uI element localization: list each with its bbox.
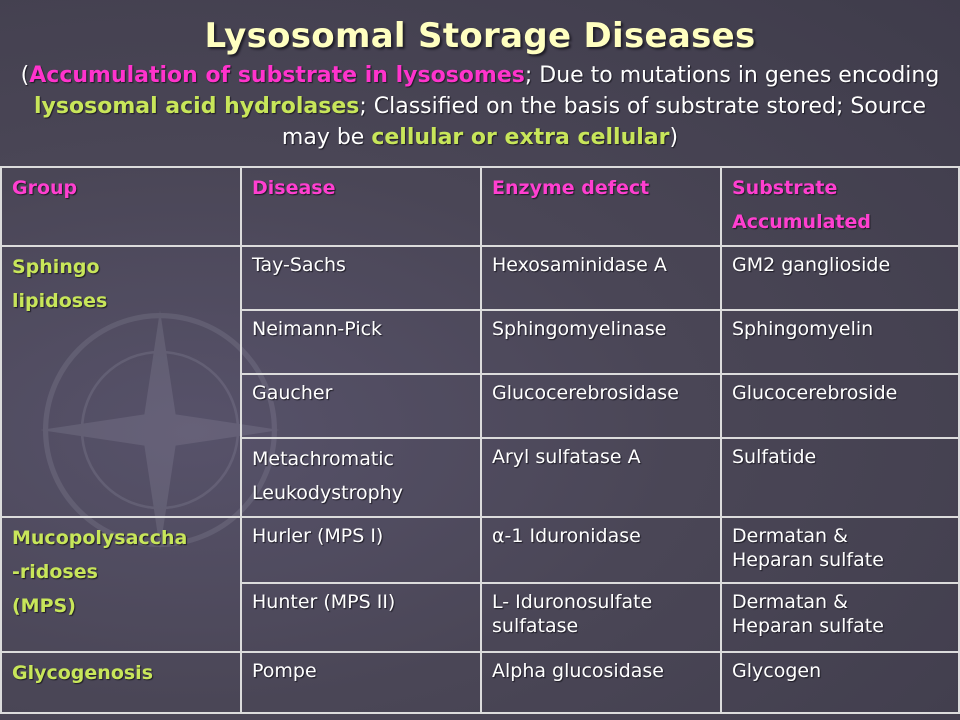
group-sphingo-line1: Sphingo xyxy=(12,256,100,278)
enzyme-cell: Alpha glucosidase xyxy=(481,652,721,713)
table-row xyxy=(1,652,959,713)
substrate-cell: Sulfatide xyxy=(721,438,959,517)
group-mucopolysaccharidoses xyxy=(1,517,241,652)
substrate-line2: Heparan sulfate xyxy=(732,549,884,571)
substrate-cell: GM2 ganglioside xyxy=(721,246,959,310)
enzyme-cell: Sphingomyelinase xyxy=(481,310,721,374)
subtitle-open-paren: ( xyxy=(20,63,30,88)
enzyme-cell: α-1 Iduronidase xyxy=(481,517,721,583)
substrate-line1: Dermatan & xyxy=(732,591,848,613)
subtitle-close-paren: ) xyxy=(669,125,679,150)
table-header-row xyxy=(1,167,959,246)
subtitle-highlight-source: cellular or extra cellular xyxy=(371,125,670,150)
disease-cell: Tay-Sachs xyxy=(241,246,481,310)
disease-table xyxy=(0,166,960,714)
disease-cell: Neimann-Pick xyxy=(241,310,481,374)
group-glycogenosis: Glycogenosis xyxy=(1,652,241,713)
header-substrate xyxy=(721,167,959,246)
enzyme-cell xyxy=(481,583,721,652)
disease-cell xyxy=(241,438,481,517)
subtitle-text-classified: ; Classified on the basis of substrate stored; Source may be xyxy=(281,94,926,150)
disease-cell: Gaucher xyxy=(241,374,481,438)
enzyme-cell: Glucocerebrosidase xyxy=(481,374,721,438)
substrate-cell xyxy=(721,517,959,583)
group-mps-line1: Mucopolysaccha xyxy=(12,527,188,549)
group-sphingolipidoses xyxy=(1,246,241,517)
disease-line1: Metachromatic xyxy=(252,448,395,470)
enzyme-cell: Aryl sulfatase A xyxy=(481,438,721,517)
group-sphingo-line2: lipidoses xyxy=(12,290,108,312)
enzyme-line1: L- Iduronosulfate xyxy=(492,591,653,613)
substrate-cell: Sphingomyelin xyxy=(721,310,959,374)
header-substrate-line2: Accumulated xyxy=(732,211,871,233)
substrate-cell xyxy=(721,583,959,652)
enzyme-line2: sulfatase xyxy=(492,615,579,637)
substrate-line1: Dermatan & xyxy=(732,525,848,547)
header-group: Group xyxy=(1,167,241,246)
subtitle-highlight-accumulation: Accumulation of substrate in lysosomes xyxy=(29,63,525,88)
disease-cell: Pompe xyxy=(241,652,481,713)
enzyme-cell: Hexosaminidase A xyxy=(481,246,721,310)
substrate-line2: Heparan sulfate xyxy=(732,615,884,637)
header-enzyme: Enzyme defect xyxy=(481,167,721,246)
subtitle-highlight-hydrolases: lysosomal acid hydrolases xyxy=(34,94,360,119)
header-substrate-line1: Substrate xyxy=(732,177,838,199)
substrate-cell: Glycogen xyxy=(721,652,959,713)
group-mps-line2: -ridoses xyxy=(12,561,98,583)
table-row xyxy=(1,246,959,310)
slide-title: Lysosomal Storage Diseases xyxy=(204,16,756,56)
subtitle-text-mutations: ; Due to mutations in genes encoding xyxy=(524,63,940,88)
substrate-cell: Glucocerebroside xyxy=(721,374,959,438)
slide-subtitle xyxy=(10,60,950,153)
disease-line2: Leukodystrophy xyxy=(252,482,403,504)
disease-cell: Hunter (MPS II) xyxy=(241,583,481,652)
disease-cell: Hurler (MPS I) xyxy=(241,517,481,583)
group-mps-line3: (MPS) xyxy=(12,595,76,617)
header-disease: Disease xyxy=(241,167,481,246)
table-row xyxy=(1,517,959,583)
